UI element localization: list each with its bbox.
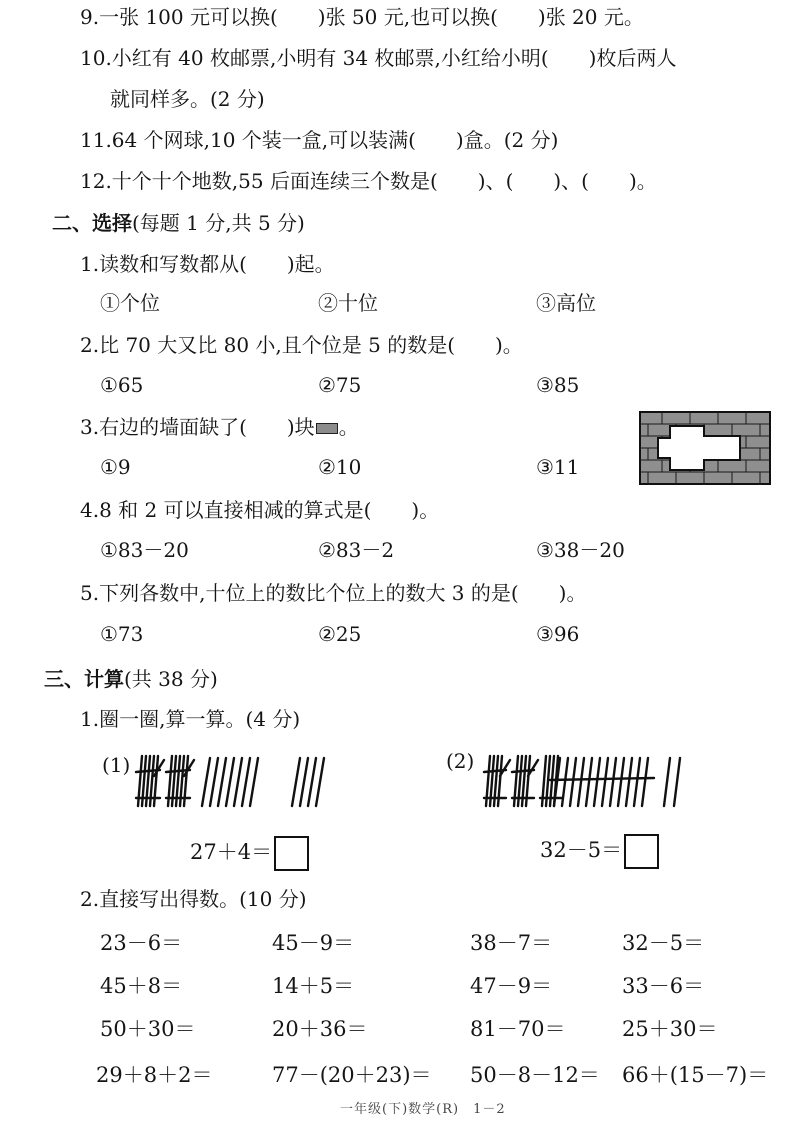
calc-q2-title: 2.直接写出得数。(10 分) — [80, 887, 307, 911]
oral-calc-r2c2: 14＋5＝ — [272, 974, 355, 998]
choice-q2-option-b: ②75 — [318, 373, 362, 397]
calc-q1-equation-2-text: 32－5＝ — [540, 838, 623, 862]
choice-q5-option-a: ①73 — [100, 622, 144, 646]
answer-box-1[interactable] — [274, 836, 309, 871]
oral-calc-r3c3: 81－70＝ — [470, 1017, 566, 1041]
choice-q3-stem-end: 。 — [338, 415, 359, 439]
choice-q3-stem — [80, 414, 359, 440]
choice-q4-stem: 4.8 和 2 可以直接相减的算式是( )。 — [80, 498, 440, 522]
calc-q1-label-1: (1) — [102, 753, 131, 777]
section-choice-note: (每题 1 分,共 5 分) — [132, 211, 305, 235]
question-10-line1: 10.小红有 40 枚邮票,小明有 34 枚邮票,小红给小明( )枚后两人 — [80, 46, 677, 70]
choice-q5-option-b: ②25 — [318, 622, 362, 646]
section-choice-heading — [52, 210, 305, 236]
choice-q1-option-a: ①个位 — [100, 291, 160, 315]
choice-q4-option-c: ③38－20 — [536, 538, 625, 562]
choice-q2-stem: 2.比 70 大又比 80 小,且个位是 5 的数是( )。 — [80, 333, 523, 357]
calc-q1-title: 1.圈一圈,算一算。(4 分) — [80, 707, 301, 731]
oral-calc-r2c1: 45＋8＝ — [100, 974, 183, 998]
oral-calc-r4c3: 50－8－12＝ — [470, 1063, 600, 1087]
oral-calc-r2c4: 33－6＝ — [622, 974, 705, 998]
oral-calc-r1c1: 23－6＝ — [100, 931, 183, 955]
question-9: 9.一张 100 元可以换( )张 50 元,也可以换( )张 20 元。 — [80, 5, 644, 29]
stick-bundles-figure-2 — [480, 750, 715, 812]
oral-calc-r2c3: 47－9＝ — [470, 974, 553, 998]
section-calc-note: (共 38 分) — [124, 667, 218, 691]
brick-wall-figure — [640, 412, 770, 484]
choice-q3-option-a: ①9 — [100, 455, 131, 479]
choice-q1-stem: 1.读数和写数都从( )起。 — [80, 252, 335, 276]
calc-q1-equation-2 — [540, 834, 659, 869]
brick-icon — [316, 423, 338, 434]
choice-q2-option-a: ①65 — [100, 373, 144, 397]
choice-q2-option-c: ③85 — [536, 373, 580, 397]
question-11: 11.64 个网球,10 个装一盒,可以装满( )盒。(2 分) — [80, 128, 559, 152]
choice-q3-option-c: ③11 — [536, 455, 580, 479]
section-choice-title: 二、选择 — [52, 211, 132, 235]
calc-q1-label-2: (2) — [446, 749, 475, 773]
answer-box-2[interactable] — [624, 834, 659, 869]
question-12: 12.十个十个地数,55 后面连续三个数是( )、( )、( )。 — [80, 169, 657, 193]
page-footer: 一年级(下)数学(R) 1－2 — [340, 1102, 506, 1117]
section-calc-title: 三、计算 — [44, 667, 124, 691]
choice-q1-option-b: ②十位 — [318, 291, 378, 315]
oral-calc-r1c4: 32－5＝ — [622, 931, 705, 955]
calc-q1-equation-1 — [190, 836, 309, 871]
oral-calc-r1c3: 38－7＝ — [470, 931, 553, 955]
oral-calc-r3c2: 20＋36＝ — [272, 1017, 368, 1041]
oral-calc-r3c1: 50＋30＝ — [100, 1017, 196, 1041]
oral-calc-r4c4: 66＋(15－7)＝ — [622, 1063, 769, 1087]
choice-q5-option-c: ③96 — [536, 622, 580, 646]
oral-calc-r4c2: 77－(20＋23)＝ — [272, 1063, 432, 1087]
choice-q1-option-c: ③高位 — [536, 291, 596, 315]
choice-q3-stem-text: 3.右边的墙面缺了( )块 — [80, 415, 315, 439]
choice-q5-stem: 5.下列各数中,十位上的数比个位上的数大 3 的是( )。 — [80, 581, 587, 605]
oral-calc-r1c2: 45－9＝ — [272, 931, 355, 955]
choice-q4-option-b: ②83－2 — [318, 538, 395, 562]
oral-calc-r3c4: 25＋30＝ — [622, 1017, 718, 1041]
choice-q4-option-a: ①83－20 — [100, 538, 189, 562]
question-10-line2: 就同样多。(2 分) — [110, 87, 265, 111]
choice-q3-option-b: ②10 — [318, 455, 362, 479]
stick-bundles-figure-1 — [130, 750, 345, 812]
calc-q1-equation-1-text: 27＋4＝ — [190, 840, 273, 864]
oral-calc-r4c1: 29＋8＋2＝ — [96, 1063, 213, 1087]
section-calc-heading — [44, 666, 218, 692]
